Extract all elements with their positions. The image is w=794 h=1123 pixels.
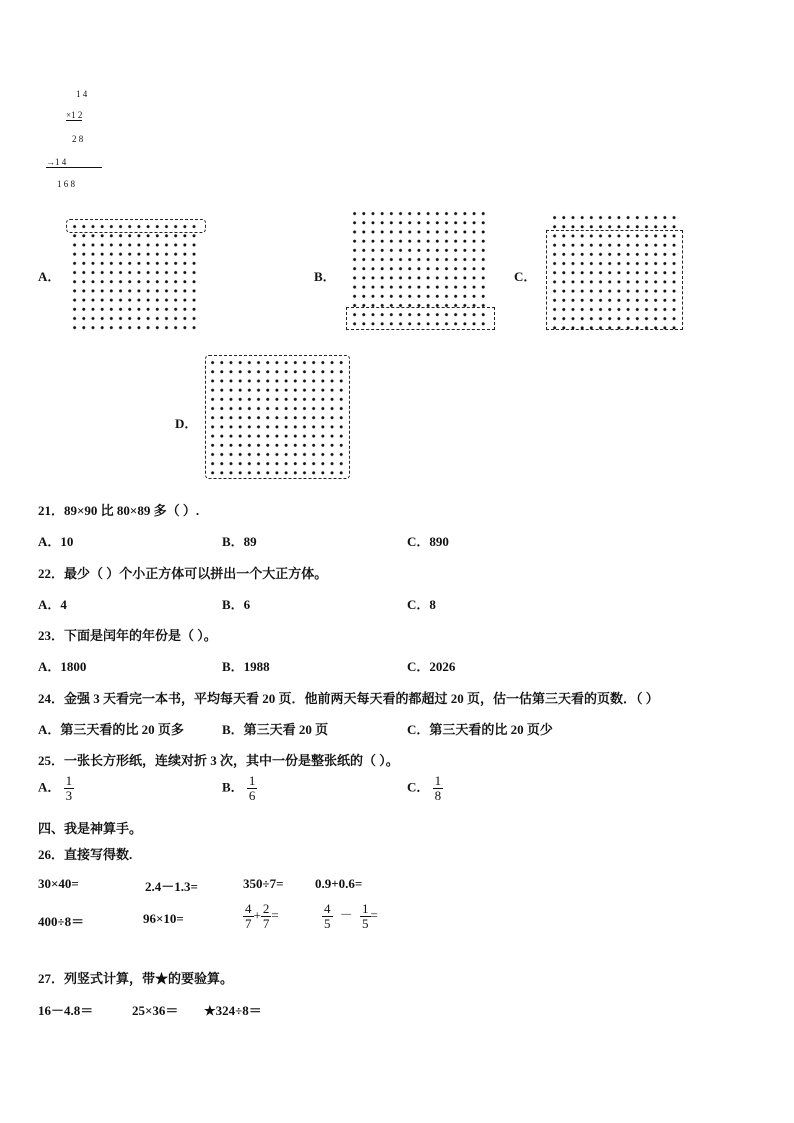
figure-a-dashed-row [66, 219, 206, 233]
q24-option-b[interactable]: B．第三天看 20 页 [222, 722, 329, 737]
figure-b-label: B． [314, 269, 336, 284]
q22-option-c[interactable]: C．8 [407, 597, 436, 612]
q26-expr-1: 30×40= [38, 876, 79, 891]
q24-option-c[interactable]: C．第三天看的比 20 页少 [407, 722, 553, 737]
figure-c-label: C． [514, 269, 537, 284]
q22-option-a[interactable]: A．4 [38, 597, 67, 612]
figure-a-label: A． [38, 269, 61, 284]
q23-option-c[interactable]: C．2026 [407, 659, 456, 674]
q25-option-c-fraction: $\frac{1}{8}$ [434, 773, 442, 803]
question-22: 22．最少（ ）个小正方体可以拼出一个大正方体。 [38, 566, 328, 581]
q26-fraction-expr-2: $\frac{4}{5}$ － $\frac{1}{5}$ = [324, 901, 378, 931]
q27-item-1: 16－4.8＝ [38, 1003, 94, 1018]
q26-expr-5: 400÷8＝ [38, 914, 85, 929]
q27-item-3: ★324÷8＝ [204, 1003, 262, 1018]
mult-row-5: 1 6 8 [57, 179, 75, 189]
section-4-heading: 四、我是神算手。 [38, 821, 143, 836]
figure-d-dashed-region [205, 355, 350, 479]
q27-item-2: 25×36＝ [132, 1003, 179, 1018]
question-23: 23．下面是闰年的年份是（ ）。 [38, 628, 217, 643]
question-25: 25．一张长方形纸，连续对折 3 次，其中一份是整张纸的（ ）。 [38, 753, 399, 768]
q25-option-a-fraction: $\frac{1}{3}$ [65, 773, 73, 803]
question-21: 21．89×90 比 80×89 多（ ）. [38, 503, 200, 518]
q23-option-b[interactable]: B．1988 [222, 659, 270, 674]
q25-option-c-label: C． [407, 779, 430, 795]
q26-expr-4: 0.9+0.6= [315, 876, 363, 891]
figure-d-label: D． [175, 416, 198, 431]
q26-expr-6: 96×10= [143, 911, 184, 926]
q25-option-a-label: A． [38, 779, 61, 795]
q26-expr-3: 350÷7= [243, 876, 284, 891]
q25-option-a[interactable] [38, 774, 74, 803]
mult-row-3: 2 8 [72, 134, 84, 144]
figure-b-dashed-rows [346, 307, 495, 330]
mult-row-2: ×1 2 [66, 110, 83, 120]
mult-row-1: 1 4 [76, 89, 88, 99]
question-27: 27．列竖式计算，带★的要验算。 [38, 971, 234, 986]
figure-c-dashed-region [546, 230, 683, 330]
q21-option-c[interactable]: C．890 [407, 534, 449, 549]
q23-option-a[interactable]: A．1800 [38, 659, 87, 674]
q21-option-a[interactable]: A．10 [38, 534, 74, 549]
q26-fraction-expr-1: $\frac{4}{7}$ + $\frac{2}{7}$ = [245, 901, 279, 931]
mult-row-4: →1 4 [46, 157, 102, 168]
figure-a-dot-grid [70, 222, 200, 332]
q25-option-b-fraction: $\frac{1}{6}$ [248, 773, 256, 803]
q22-option-b[interactable]: B．6 [222, 597, 251, 612]
q21-option-b[interactable]: B．89 [222, 534, 257, 549]
question-26: 26．直接写得数. [38, 847, 133, 862]
q25-option-b[interactable] [222, 774, 257, 803]
q25-option-b-label: B． [222, 779, 244, 795]
q24-option-a[interactable]: A．第三天看的比 20 页多 [38, 722, 184, 737]
q26-expr-2: 2.4－1.3= [145, 879, 198, 894]
q25-option-c[interactable] [407, 774, 443, 803]
question-24: 24．金强 3 天看完一本书，平均每天看 20 页．他前两天每天看的都超过 20 页，估一估第三天看的页数．（ ） [38, 691, 659, 706]
